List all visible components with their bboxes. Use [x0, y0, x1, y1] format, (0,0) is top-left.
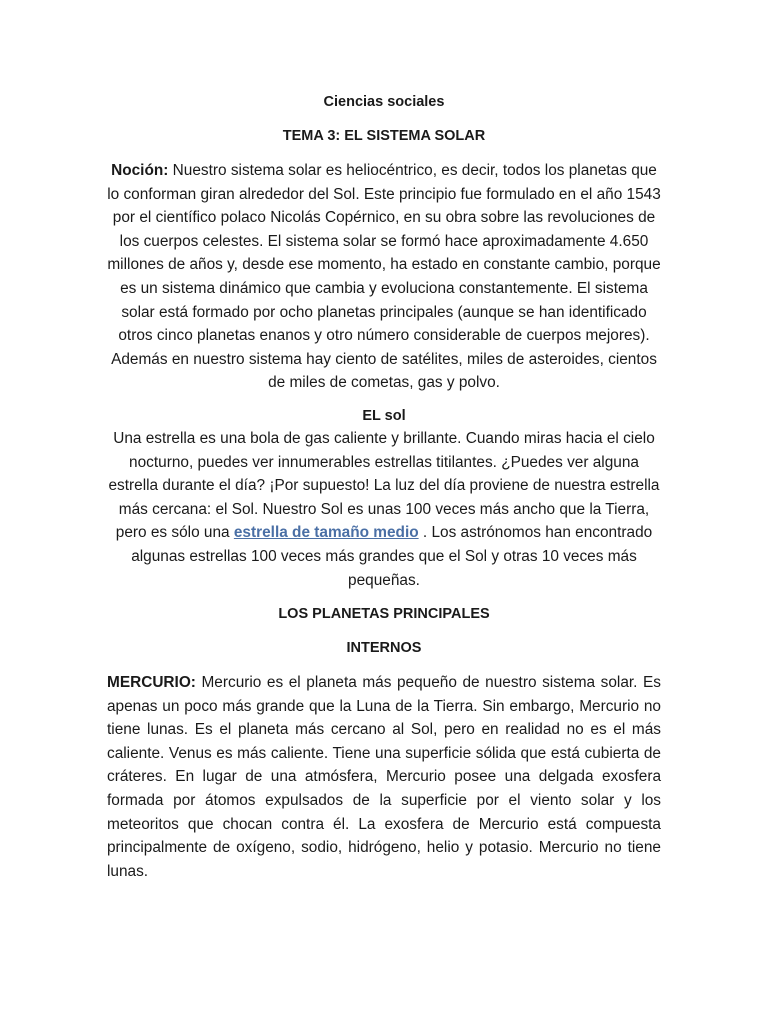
notion-lead: Noción: [111, 162, 169, 179]
mercury-lead: MERCURIO: [107, 674, 196, 692]
internal-planets-heading: INTERNOS [346, 640, 422, 657]
notion-text: Nuestro sistema solar es heliocéntrico, es decir, todos los planetas que lo conforman giran alrededor del Sol. Este principio fue formulado en el año 1543 por el científico polaco Nicolás Copérnico, en su obra sobre las revoluciones de los cuerpos celestes. El sistema solar se formó hace aproximadamente 4.650 millones de años y, desde ese momento, ha estado en constante cambio, porque es un sistema dinámico que cambia y evoluciona constantemente. El sistema solar está formado por ocho planetas principales (aunque se han identificado otros cinco planetas enanos y otro número considerable de cuerpos mejores). Además en nuestro sistema hay ciento de satélites, miles de asteroides, cientos de miles de cometas, gas y polvo. [107, 162, 661, 392]
sun-text-before: Una estrella es una bola de gas caliente y brillante. Cuando miras hacia el cielo nocturno, puedes ver innumerables estrellas titilantes. ¿Puedes ver alguna estrella durante el día? ¡Por supuesto! La luz del día proviene de nuestra estrella más cercana: el Sol. Nuestro Sol es unas 100 veces más ancho que la Tierra, pero es sólo una [108, 429, 660, 542]
notion-paragraph [107, 159, 661, 395]
mercury-text: Mercurio es el planeta más pequeño de nuestro sistema solar. Es apenas un poco más grande que la Luna de la Tierra. Sin embargo, Mercurio no tiene lunas. Es el planeta más cercano al Sol, pero en realidad no es el más caliente. Venus es más caliente. Tiene una superficie sólida que está cubierta de cráteres. En lugar de una atmósfera, Mercurio posee una delgada exosfera formada por átomos expulsados de la superficie por el viento solar y los meteoritos que chocan contra él. La exosfera de Mercurio está compuesta principalmente de oxígeno, sodio, hidrógeno, helio y potasio. Mercurio no tiene lunas. [107, 674, 661, 880]
topic-title: TEMA 3: EL SISTEMA SOLAR [282, 128, 486, 144]
subject-title: Ciencias sociales [323, 94, 445, 110]
sun-text-after: . Los astrónomos han encontrado algunas estrellas 100 veces más grandes que el Sol y otras 10 veces más pequeñas. [131, 524, 653, 589]
medium-star-link[interactable]: estrella de tamaño medio [233, 524, 419, 542]
sun-heading: EL sol [362, 407, 406, 424]
planets-heading: LOS PLANETAS PRINCIPALES [278, 606, 490, 623]
sun-paragraph [107, 427, 661, 592]
mercury-paragraph [107, 671, 661, 883]
